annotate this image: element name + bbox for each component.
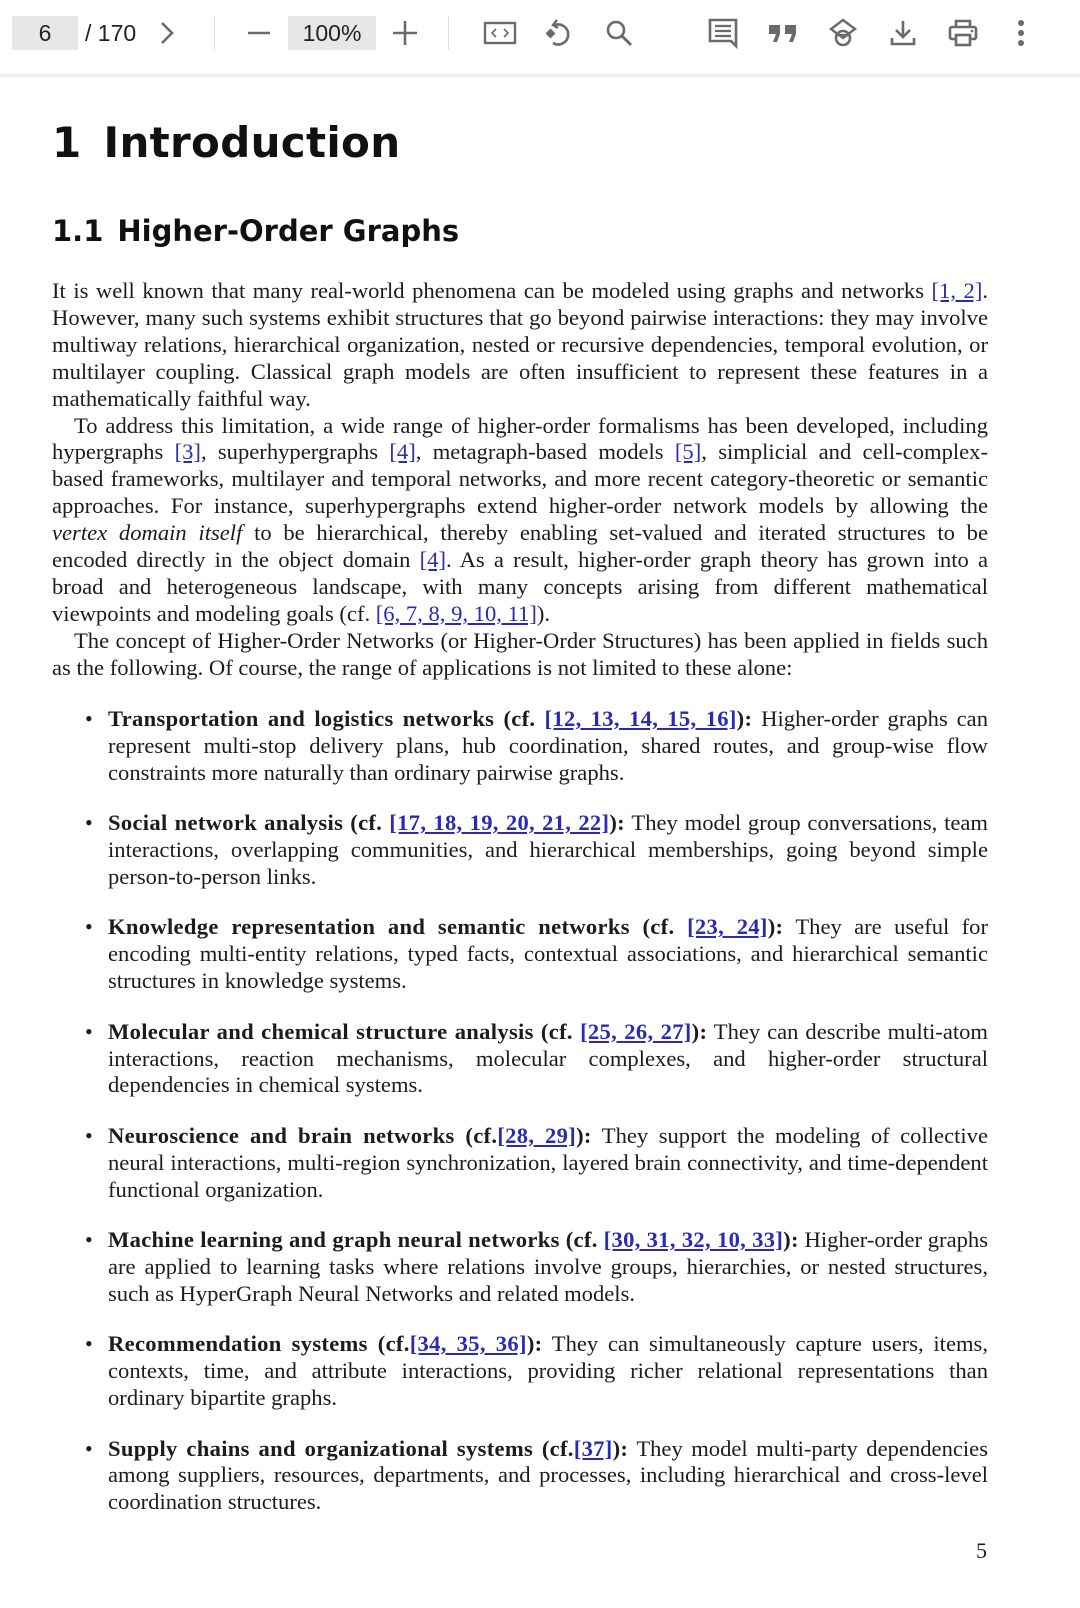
- citation-link[interactable]: [12, 13, 14, 15, 16]: [544, 706, 737, 731]
- citation-link[interactable]: [37]: [573, 1435, 613, 1461]
- pdf-page: [0, 78, 1080, 1608]
- item-text: They model group conversations, team interactions, overlapping communities, and hierarchical memberships, going beyond simple person-to-person links.: [108, 810, 989, 890]
- text-run: ).: [536, 600, 551, 626]
- download-button[interactable]: [884, 14, 922, 52]
- citation-link[interactable]: [4]: [419, 547, 446, 573]
- bullet-icon: •: [85, 1018, 93, 1044]
- scholar-button[interactable]: [824, 14, 862, 52]
- download-icon: [888, 18, 918, 48]
- item-title: Transportation and logistics networks (cf.: [108, 706, 545, 731]
- quote-icon: [767, 19, 799, 47]
- citation-link[interactable]: [30, 31, 32, 10, 33]: [603, 1227, 784, 1253]
- citation-link[interactable]: [28, 29]: [497, 1122, 577, 1148]
- bullet-icon: •: [85, 1122, 93, 1148]
- next-page-button[interactable]: [148, 14, 186, 52]
- citation-link[interactable]: [23, 24]: [687, 914, 768, 940]
- subsection-heading: [52, 214, 459, 248]
- comment-icon: [707, 17, 739, 49]
- list-item: [52, 1123, 988, 1204]
- subsection-title: Higher-Order Graphs: [117, 214, 460, 248]
- item-title: Supply chains and organizational systems (cf.: [108, 1435, 574, 1461]
- item-title-close: ):: [783, 1227, 799, 1253]
- zoom-out-button[interactable]: [240, 14, 278, 52]
- bullet-icon: •: [85, 1331, 93, 1357]
- text-run: , superhypergraphs: [200, 439, 390, 465]
- item-title: Molecular and chemical structure analysis (cf.: [108, 1018, 581, 1044]
- item-title: Knowledge representation and semantic networks (cf.: [108, 914, 688, 940]
- toolbar-divider: [214, 16, 215, 50]
- body-paragraphs: [52, 278, 988, 682]
- citation-link[interactable]: [5]: [674, 439, 702, 465]
- item-text: They can simultaneously capture users, items, contexts, time, and attribute interactions, providing richer relational representations than ordinary bipartite graphs.: [108, 1331, 988, 1411]
- paragraph-1: [52, 278, 988, 413]
- applications-list: [52, 706, 988, 1540]
- chevron-right-icon: [156, 20, 178, 46]
- bullet-icon: •: [85, 1227, 93, 1253]
- citation-link[interactable]: [3]: [174, 439, 201, 465]
- item-title-close: ):: [691, 1018, 708, 1044]
- citation-link[interactable]: [25, 26, 27]: [580, 1018, 692, 1044]
- bullet-icon: •: [85, 1435, 93, 1461]
- paragraph-3: The concept of Higher-Order Networks (or Higher-Order Structures) has been applied in fields such as the following. Of course, the range of applications is not limited to these alone:: [52, 627, 988, 680]
- text-run: , metagraph-based models: [415, 439, 675, 465]
- item-title-close: ):: [609, 810, 626, 836]
- page-number-input[interactable]: 6: [12, 16, 78, 50]
- item-text: They support the modeling of collective neural interactions, multi-region synchronization, layered brain connectivity, and time-dependent functional organization.: [108, 1122, 988, 1202]
- list-item: [52, 1227, 988, 1308]
- item-text: They are useful for encoding multi-entity relations, typed facts, contextual associations, and hierarchical semantic structures in knowledge systems.: [108, 914, 989, 994]
- list-item: [52, 810, 988, 891]
- text-run: to be hierarchical, thereby enabling set-valued and iterated structures to be encoded directly in the object domain: [52, 520, 988, 573]
- zoom-level-input[interactable]: 100%: [288, 16, 376, 50]
- paragraph-2: [52, 413, 988, 628]
- item-text: Higher-order graphs can represent multi-stop delivery plans, hub coordination, shared routes, and group-wise flow constraints more naturally than ordinary pairwise graphs.: [108, 706, 988, 785]
- citation-link[interactable]: [34, 35, 36]: [409, 1331, 527, 1357]
- cite-button[interactable]: [764, 14, 802, 52]
- page-number: 5: [976, 1538, 987, 1563]
- text-run: . However, many such systems exhibit structures that go beyond pairwise interactions: they may involve multiway relations, hierarchical organization, nested or recursive dependencies, temporal evolution, or multilayer coupling. Classical graph models are often insufficient to represent these features in a mathematically faithful way.: [52, 278, 988, 411]
- text-run: To address this limitation, a wide range of higher-order formalisms has been developed, including hypergraphs: [52, 412, 988, 465]
- item-title-close: ):: [736, 706, 753, 731]
- item-title: Social network analysis (cf.: [108, 810, 390, 836]
- toolbar-divider: [448, 16, 449, 50]
- text-run: It is well known that many real-world phenomena can be modeled using graphs and networks: [52, 278, 932, 303]
- zoom-in-button[interactable]: [386, 14, 424, 52]
- more-options-button[interactable]: [1002, 14, 1040, 52]
- list-item: [52, 1436, 988, 1517]
- fit-to-page-button[interactable]: [481, 14, 519, 52]
- more-vertical-icon: [1016, 18, 1026, 48]
- print-icon: [947, 18, 979, 48]
- print-button[interactable]: [944, 14, 982, 52]
- bullet-icon: •: [85, 810, 93, 836]
- item-text: They model multi-party dependencies among suppliers, resources, departments, and processes, including hierarchical and cross-level coordination structures.: [108, 1435, 988, 1515]
- section-heading: [52, 118, 400, 167]
- item-title-close: ):: [576, 1122, 592, 1148]
- pdf-toolbar: [0, 0, 1080, 76]
- item-title: Neuroscience and brain networks (cf.: [108, 1122, 498, 1148]
- section-title: Introduction: [103, 118, 401, 167]
- bullet-icon: •: [85, 706, 93, 731]
- text-run: . As a result, higher-order graph theory has grown into a broad and heterogeneous landscape, with many concepts arising from different mathematical viewpoints and modeling goals (cf.: [52, 547, 988, 626]
- emphasis-text: vertex domain itself: [52, 520, 243, 546]
- item-title: Recommendation systems (cf.: [108, 1331, 410, 1357]
- bullet-icon: •: [85, 914, 93, 940]
- citation-link[interactable]: [6, 7, 8, 9, 10, 11]: [375, 600, 537, 626]
- scholar-icon: [827, 17, 859, 49]
- minus-icon: [246, 20, 272, 46]
- item-text: They can describe multi-atom interactions, reaction mechanisms, molecular complexes, and higher-order structural dependencies in chemical systems.: [108, 1018, 988, 1098]
- item-title-close: ):: [526, 1331, 543, 1357]
- list-item: [52, 1331, 988, 1412]
- fit-to-width-icon: [483, 20, 517, 46]
- citation-link[interactable]: [1, 2]: [931, 278, 983, 303]
- item-text: Higher-order graphs are applied to learning tasks where relations involve groups, hierarchies, or nested structures, such as HyperGraph Neural Networks and related models.: [108, 1227, 988, 1306]
- page-total-label: / 170: [85, 20, 137, 46]
- section-number: 1: [52, 118, 82, 167]
- item-title-close: ):: [612, 1435, 629, 1461]
- citation-link[interactable]: [17, 18, 19, 20, 21, 22]: [389, 810, 610, 836]
- rotate-button[interactable]: [540, 14, 578, 52]
- subsection-number: 1.1: [52, 214, 104, 248]
- list-item: [52, 914, 988, 995]
- comments-button[interactable]: [704, 14, 742, 52]
- list-item: [52, 1019, 988, 1100]
- item-title: Machine learning and graph neural networks (cf.: [108, 1227, 604, 1253]
- plus-icon: [392, 20, 418, 46]
- list-item: [52, 706, 988, 787]
- citation-link[interactable]: [4]: [389, 439, 416, 465]
- item-title-close: ):: [767, 914, 784, 940]
- search-button[interactable]: [600, 14, 638, 52]
- search-icon: [604, 18, 634, 48]
- rotate-icon: [543, 17, 575, 49]
- text-run: , simplicial and cell-complex-based frameworks, multilayer and temporal networks, and more recent category-theoretic or semantic approaches. For instance, superhypergraphs extend higher-order network models by allowing the: [52, 439, 989, 519]
